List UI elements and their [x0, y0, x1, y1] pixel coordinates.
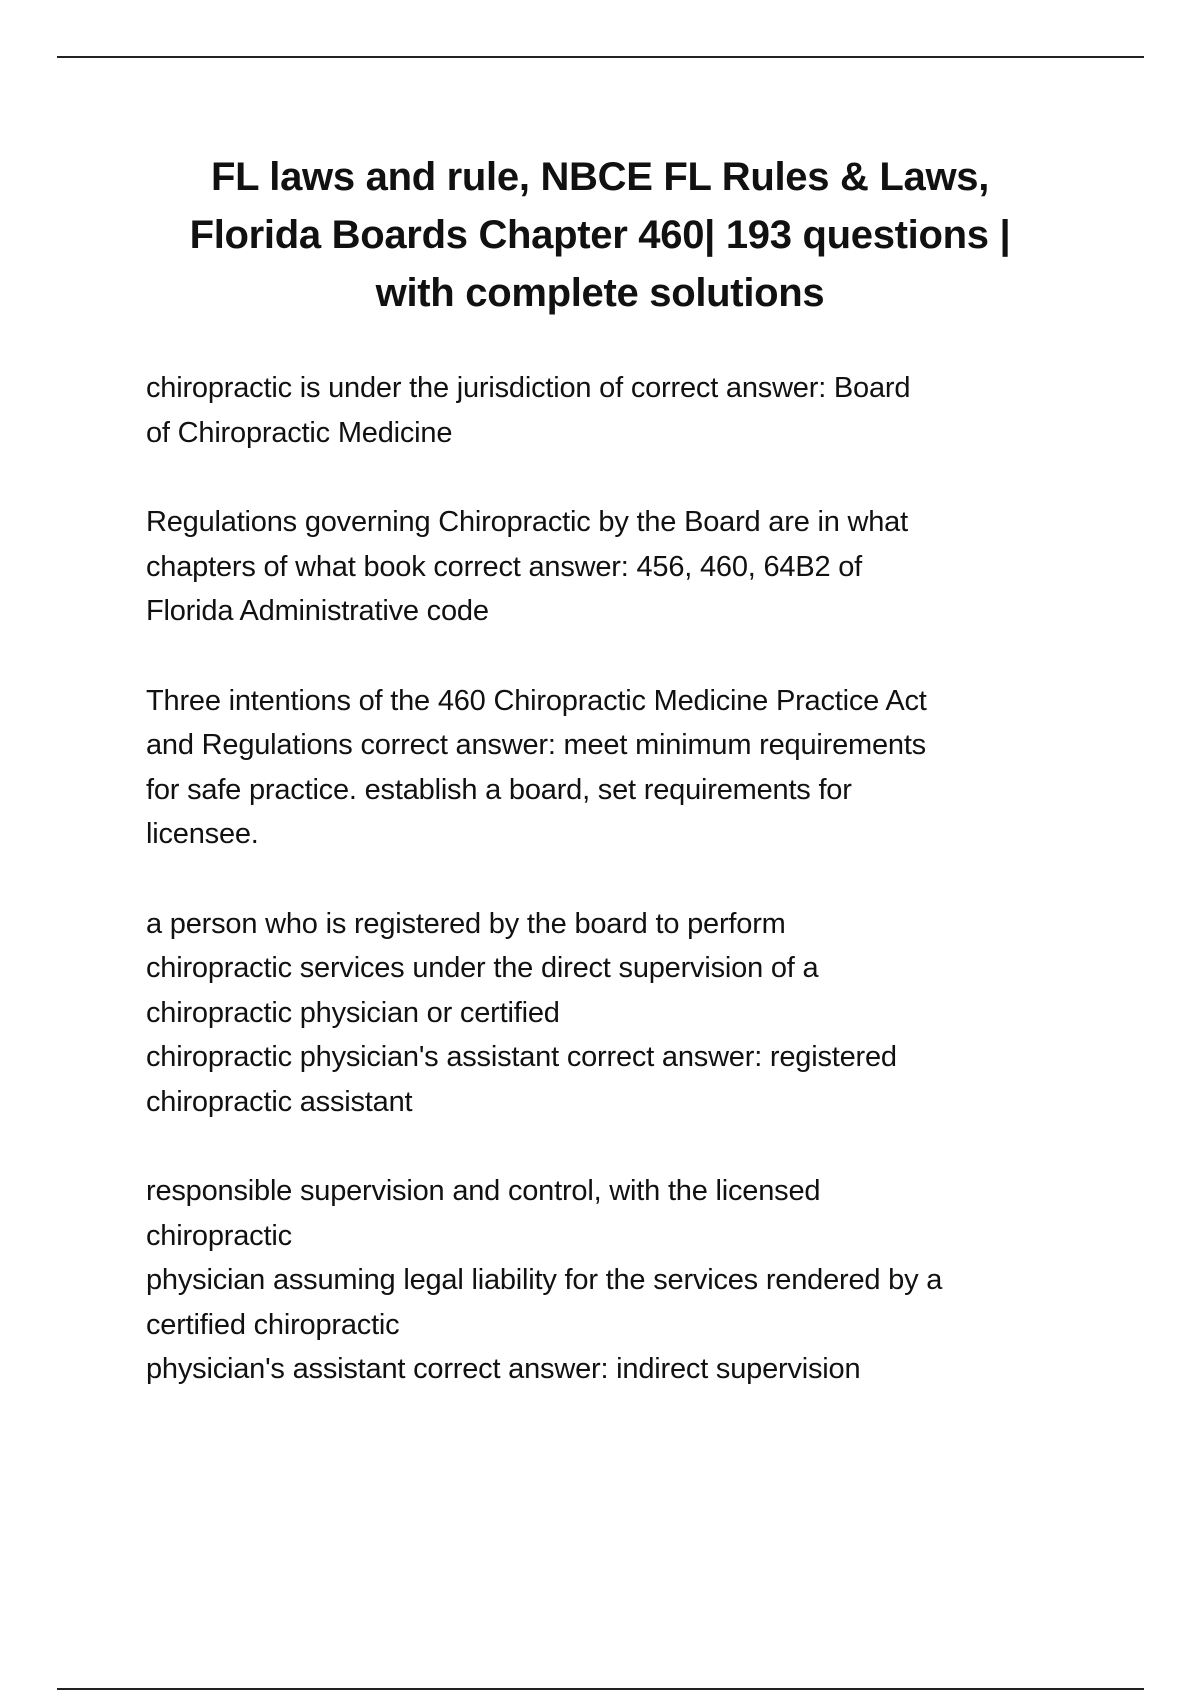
qa-line: of Chiropractic Medicine	[146, 416, 453, 449]
header-rule	[57, 56, 1144, 58]
qa-item-indirect-supervision	[146, 1169, 1106, 1392]
qa-item-jurisdiction	[146, 366, 1106, 455]
document-title	[120, 148, 1080, 322]
title-line: with complete solutions	[375, 271, 825, 315]
qa-line: chiropractic services under the direct supervision of a	[146, 952, 819, 984]
qa-line: chiropractic assistant	[146, 1085, 413, 1118]
qa-line: chapters of what book correct answer: 456, 460, 64B2 of	[146, 550, 863, 583]
footer-rule	[57, 1688, 1144, 1690]
title-line: Florida Boards Chapter 460| 193 questions |	[189, 213, 1011, 257]
qa-line: chiropractic physician or certified	[146, 996, 560, 1029]
qa-line: and Regulations correct answer: meet minimum requirements	[146, 729, 926, 761]
qa-line: responsible supervision and control, with the licensed	[146, 1175, 821, 1207]
qa-item-regulations	[146, 500, 1106, 634]
qa-item-registered-assistant	[146, 902, 1106, 1125]
qa-line: chiropractic is under the jurisdiction of correct answer: Board	[146, 372, 911, 404]
qa-line: licensee.	[146, 818, 259, 850]
qa-line: Florida Administrative code	[146, 595, 489, 627]
title-line: FL laws and rule, NBCE FL Rules & Laws,	[210, 155, 990, 199]
qa-list	[146, 366, 1106, 1437]
qa-line: chiropractic	[146, 1219, 292, 1252]
qa-line: certified chiropractic	[146, 1308, 400, 1341]
qa-line: Three intentions of the 460 Chiropractic Medicine Practice Act	[146, 684, 927, 717]
qa-line: a person who is registered by the board to perform	[146, 907, 786, 940]
qa-item-intentions	[146, 679, 1106, 857]
qa-line: Regulations governing Chiropractic by the Board are in what	[146, 506, 908, 538]
qa-line: for safe practice. establish a board, set requirements for	[146, 773, 852, 806]
qa-line: chiropractic physician's assistant correct answer: registered	[146, 1041, 897, 1073]
qa-line: physician's assistant correct answer: indirect supervision	[146, 1353, 861, 1385]
qa-line: physician assuming legal liability for the services rendered by a	[146, 1264, 943, 1296]
